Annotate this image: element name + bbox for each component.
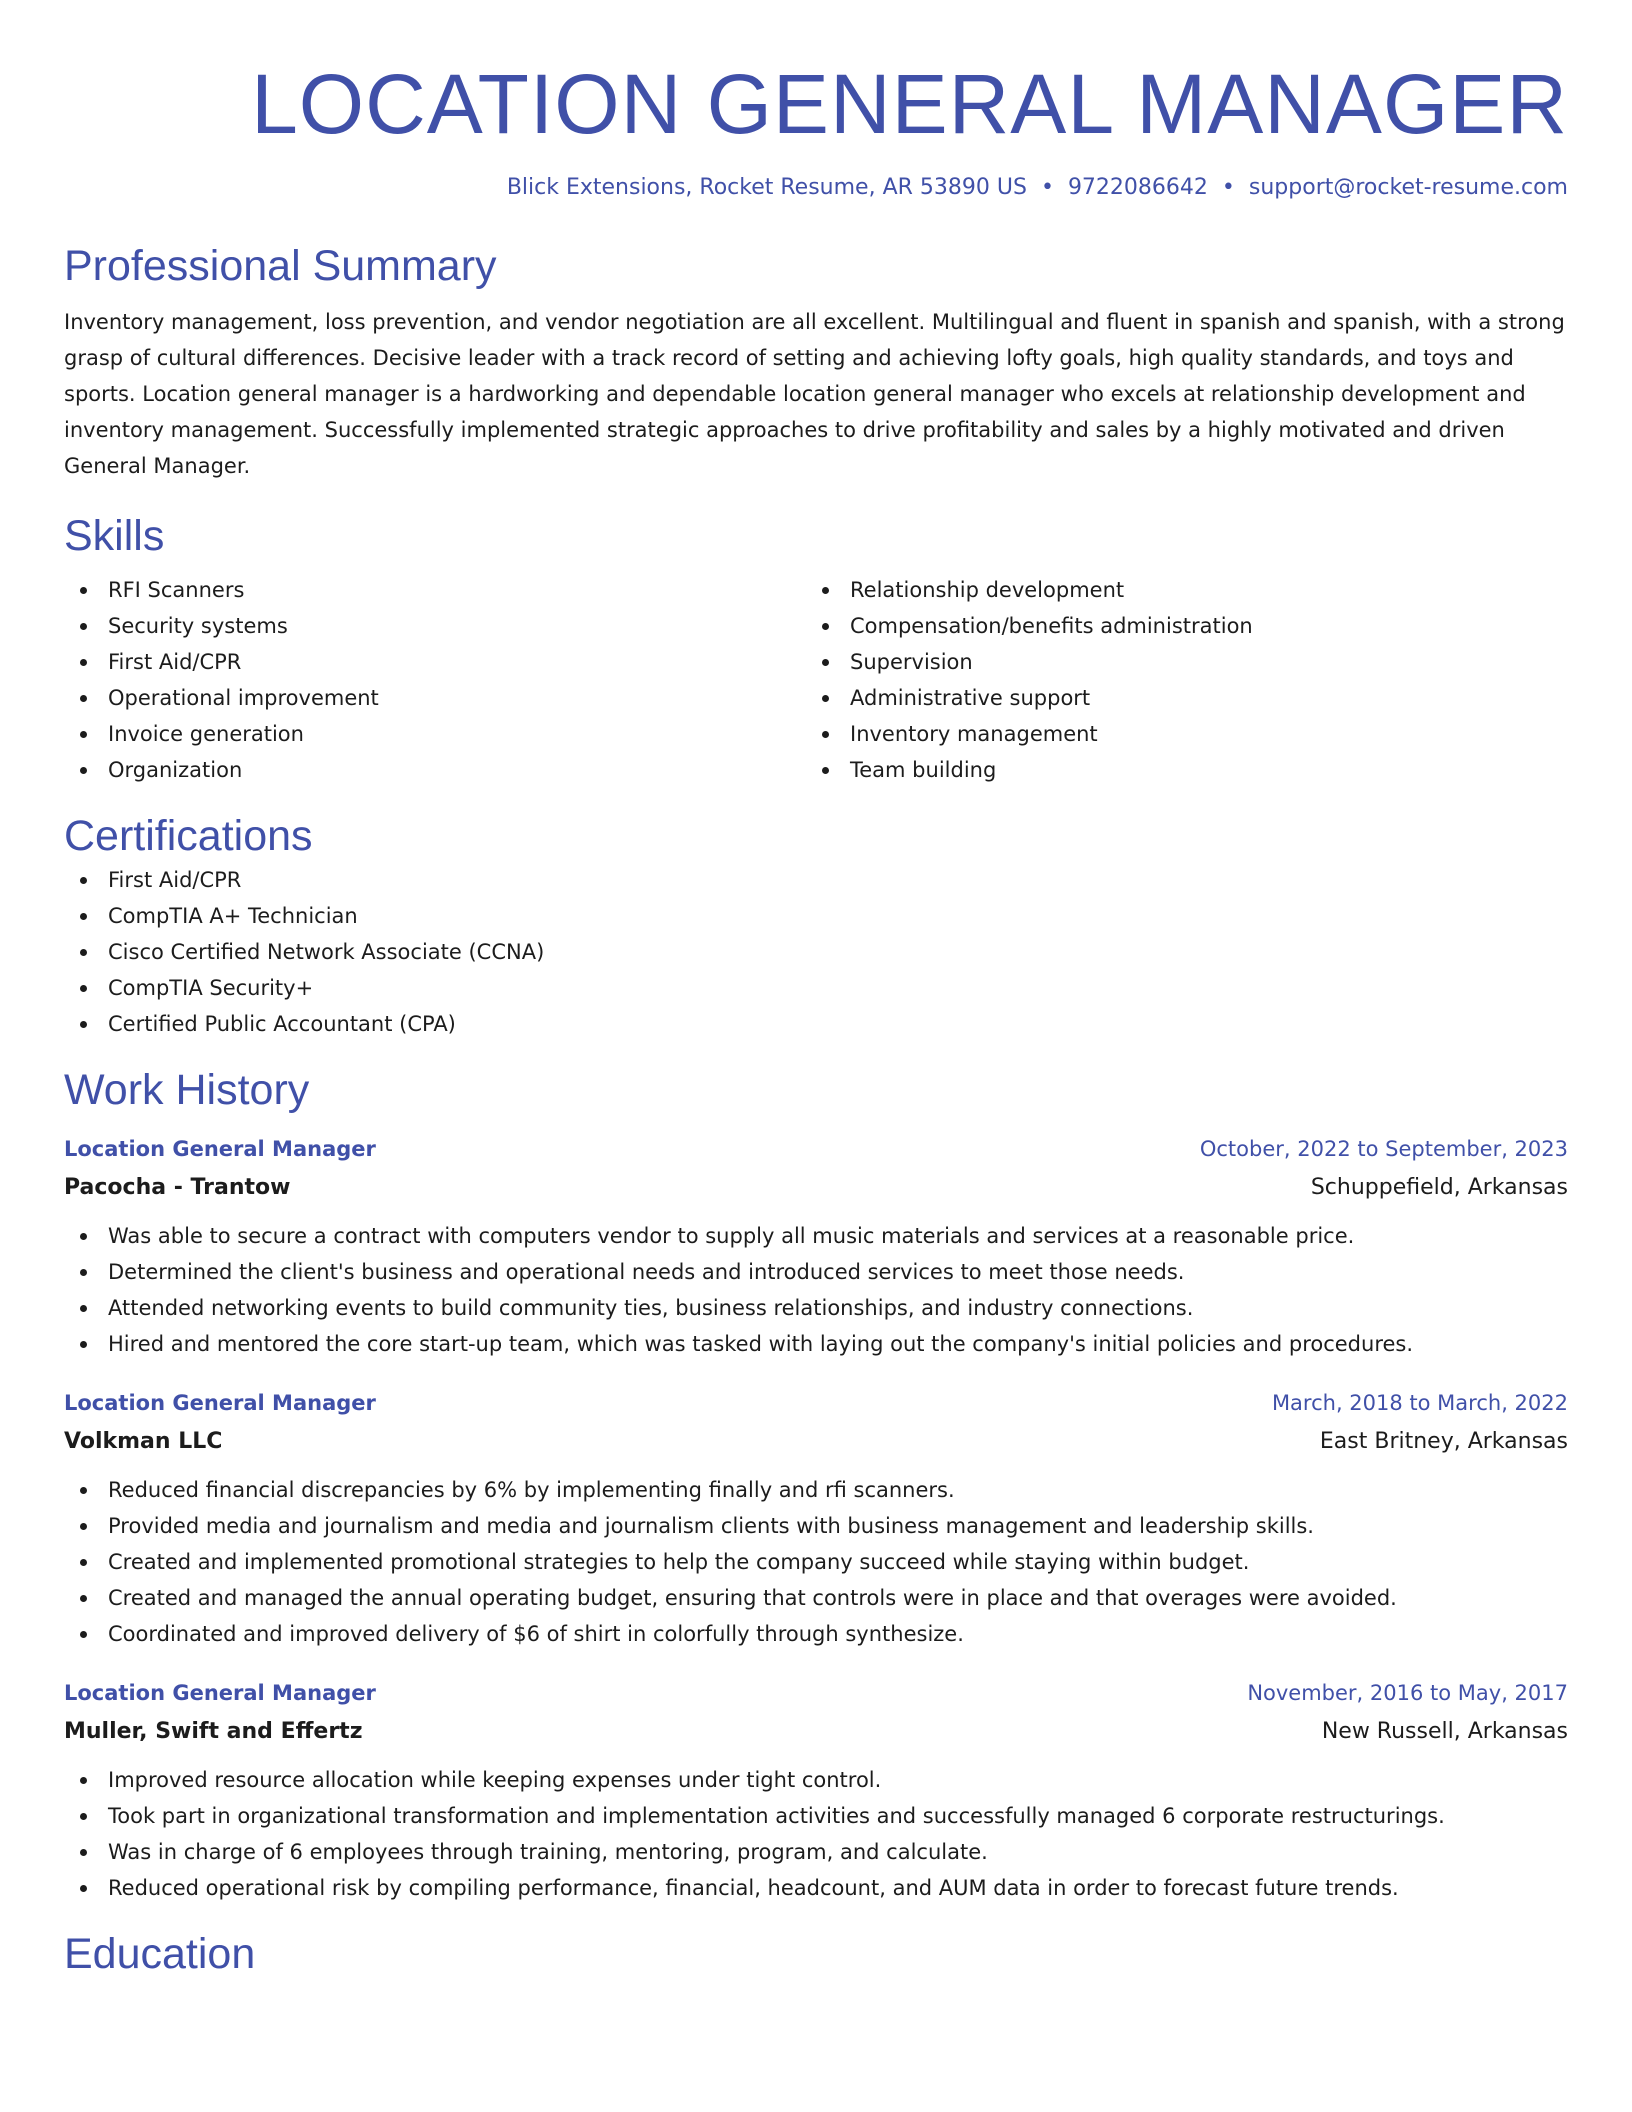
skill-item: First Aid/CPR xyxy=(64,644,806,680)
job-bullet: Was in charge of 6 employees through training, mentoring, program, and calculate. xyxy=(64,1834,1568,1870)
job-bullets xyxy=(64,1218,1568,1362)
skill-item: Security systems xyxy=(64,608,806,644)
skills-column-right xyxy=(806,572,1548,788)
job-company-row xyxy=(64,1712,1568,1752)
resume-title: LOCATION GENERAL MANAGER xyxy=(251,57,1568,151)
job-company: Volkman LLC xyxy=(64,1429,223,1454)
job-company-row xyxy=(64,1168,1568,1208)
education-heading: Education xyxy=(64,1930,256,1978)
summary-heading: Professional Summary xyxy=(64,242,497,290)
skill-item: Supervision xyxy=(806,644,1548,680)
certifications-heading: Certifications xyxy=(64,812,313,860)
certification-item: First Aid/CPR xyxy=(64,862,1568,898)
skills-column-left xyxy=(64,572,806,788)
certifications-list xyxy=(64,862,1568,1042)
job-dates: March, 2018 to March, 2022 xyxy=(1271,1391,1568,1415)
job-header-row xyxy=(64,1384,1568,1422)
job-dates: October, 2022 to September, 2023 xyxy=(1199,1137,1568,1161)
skills-heading: Skills xyxy=(64,512,165,560)
job-bullet: Coordinated and improved delivery of $6 of shirt in colorfully through synthesize. xyxy=(64,1616,1568,1652)
job-header-row xyxy=(64,1674,1568,1712)
skills-columns xyxy=(64,572,1568,788)
skill-item: Invoice generation xyxy=(64,716,806,752)
work-history-heading: Work History xyxy=(64,1066,310,1114)
job-bullet: Created and implemented promotional strategies to help the company succeed while staying within budget. xyxy=(64,1544,1568,1580)
skills-list-left xyxy=(64,572,806,788)
job-entry xyxy=(64,1674,1568,1906)
job-company: Muller, Swift and Effertz xyxy=(64,1719,363,1744)
skill-item: Operational improvement xyxy=(64,680,806,716)
skill-item: RFI Scanners xyxy=(64,572,806,608)
contact-line xyxy=(64,174,1568,202)
contact-address: Blick Extensions, Rocket Resume, AR 53890 US xyxy=(506,175,1027,200)
job-entry xyxy=(64,1384,1568,1652)
contact-email: support@rocket-resume.com xyxy=(1248,175,1568,200)
skill-item: Organization xyxy=(64,752,806,788)
job-title: Location General Manager xyxy=(64,1391,376,1415)
certification-item: Certified Public Accountant (CPA) xyxy=(64,1006,1568,1042)
job-bullet: Was able to secure a contract with computers vendor to supply all music materials and services at a reasonable price. xyxy=(64,1218,1568,1254)
job-location: Schuppefield, Arkansas xyxy=(1310,1175,1568,1200)
job-location: New Russell, Arkansas xyxy=(1321,1719,1568,1744)
skill-item: Team building xyxy=(806,752,1548,788)
job-company-row xyxy=(64,1422,1568,1462)
skill-item: Administrative support xyxy=(806,680,1548,716)
job-bullets xyxy=(64,1762,1568,1906)
job-company: Pacocha - Trantow xyxy=(64,1175,291,1200)
job-bullet: Reduced operational risk by compiling performance, financial, headcount, and AUM data in order to forecast future trends. xyxy=(64,1870,1568,1906)
summary-text: Inventory management, loss prevention, and vendor negotiation are all excellent. Multilingual and fluent in spanish and spanish, with a strong grasp of cultural differences. Decisive leader with a track record of setting and achieving lofty goals, high quality standards, and toys and sports. Location general manager is a hardworking and dependable location general manager who excels at relationship development and inventory management. Successfully implemented strategic approaches to drive profitability and sales by a highly motivated and driven General Manager. xyxy=(64,310,1565,478)
job-bullet: Took part in organizational transformation and implementation activities and successfully managed 6 corporate restructurings. xyxy=(64,1798,1568,1834)
job-header-row xyxy=(64,1130,1568,1168)
job-bullet: Hired and mentored the core start-up team, which was tasked with laying out the company's initial policies and procedures. xyxy=(64,1326,1568,1362)
skill-item: Compensation/benefits administration xyxy=(806,608,1548,644)
job-bullet: Provided media and journalism and media and journalism clients with business management and leadership skills. xyxy=(64,1508,1568,1544)
contact-separator: • xyxy=(1040,175,1054,200)
job-bullet: Created and managed the annual operating budget, ensuring that controls were in place and that overages were avoided. xyxy=(64,1580,1568,1616)
certification-item: CompTIA Security+ xyxy=(64,970,1568,1006)
job-bullet: Determined the client's business and operational needs and introduced services to meet those needs. xyxy=(64,1254,1568,1290)
job-bullet: Improved resource allocation while keeping expenses under tight control. xyxy=(64,1762,1568,1798)
contact-separator: • xyxy=(1221,175,1235,200)
job-location: East Britney, Arkansas xyxy=(1319,1429,1568,1454)
certification-item: CompTIA A+ Technician xyxy=(64,898,1568,934)
skill-item: Relationship development xyxy=(806,572,1548,608)
skills-list-right xyxy=(806,572,1548,788)
job-dates: November, 2016 to May, 2017 xyxy=(1247,1681,1568,1705)
job-bullets xyxy=(64,1472,1568,1652)
job-title: Location General Manager xyxy=(64,1137,376,1161)
job-bullet: Attended networking events to build community ties, business relationships, and industry connections. xyxy=(64,1290,1568,1326)
resume-page xyxy=(64,0,1568,1980)
job-entry xyxy=(64,1130,1568,1362)
certification-item: Cisco Certified Network Associate (CCNA) xyxy=(64,934,1568,970)
job-title: Location General Manager xyxy=(64,1681,376,1705)
skill-item: Inventory management xyxy=(806,716,1548,752)
contact-phone: 9722086642 xyxy=(1067,175,1208,200)
job-bullet: Reduced financial discrepancies by 6% by implementing finally and rfi scanners. xyxy=(64,1472,1568,1508)
